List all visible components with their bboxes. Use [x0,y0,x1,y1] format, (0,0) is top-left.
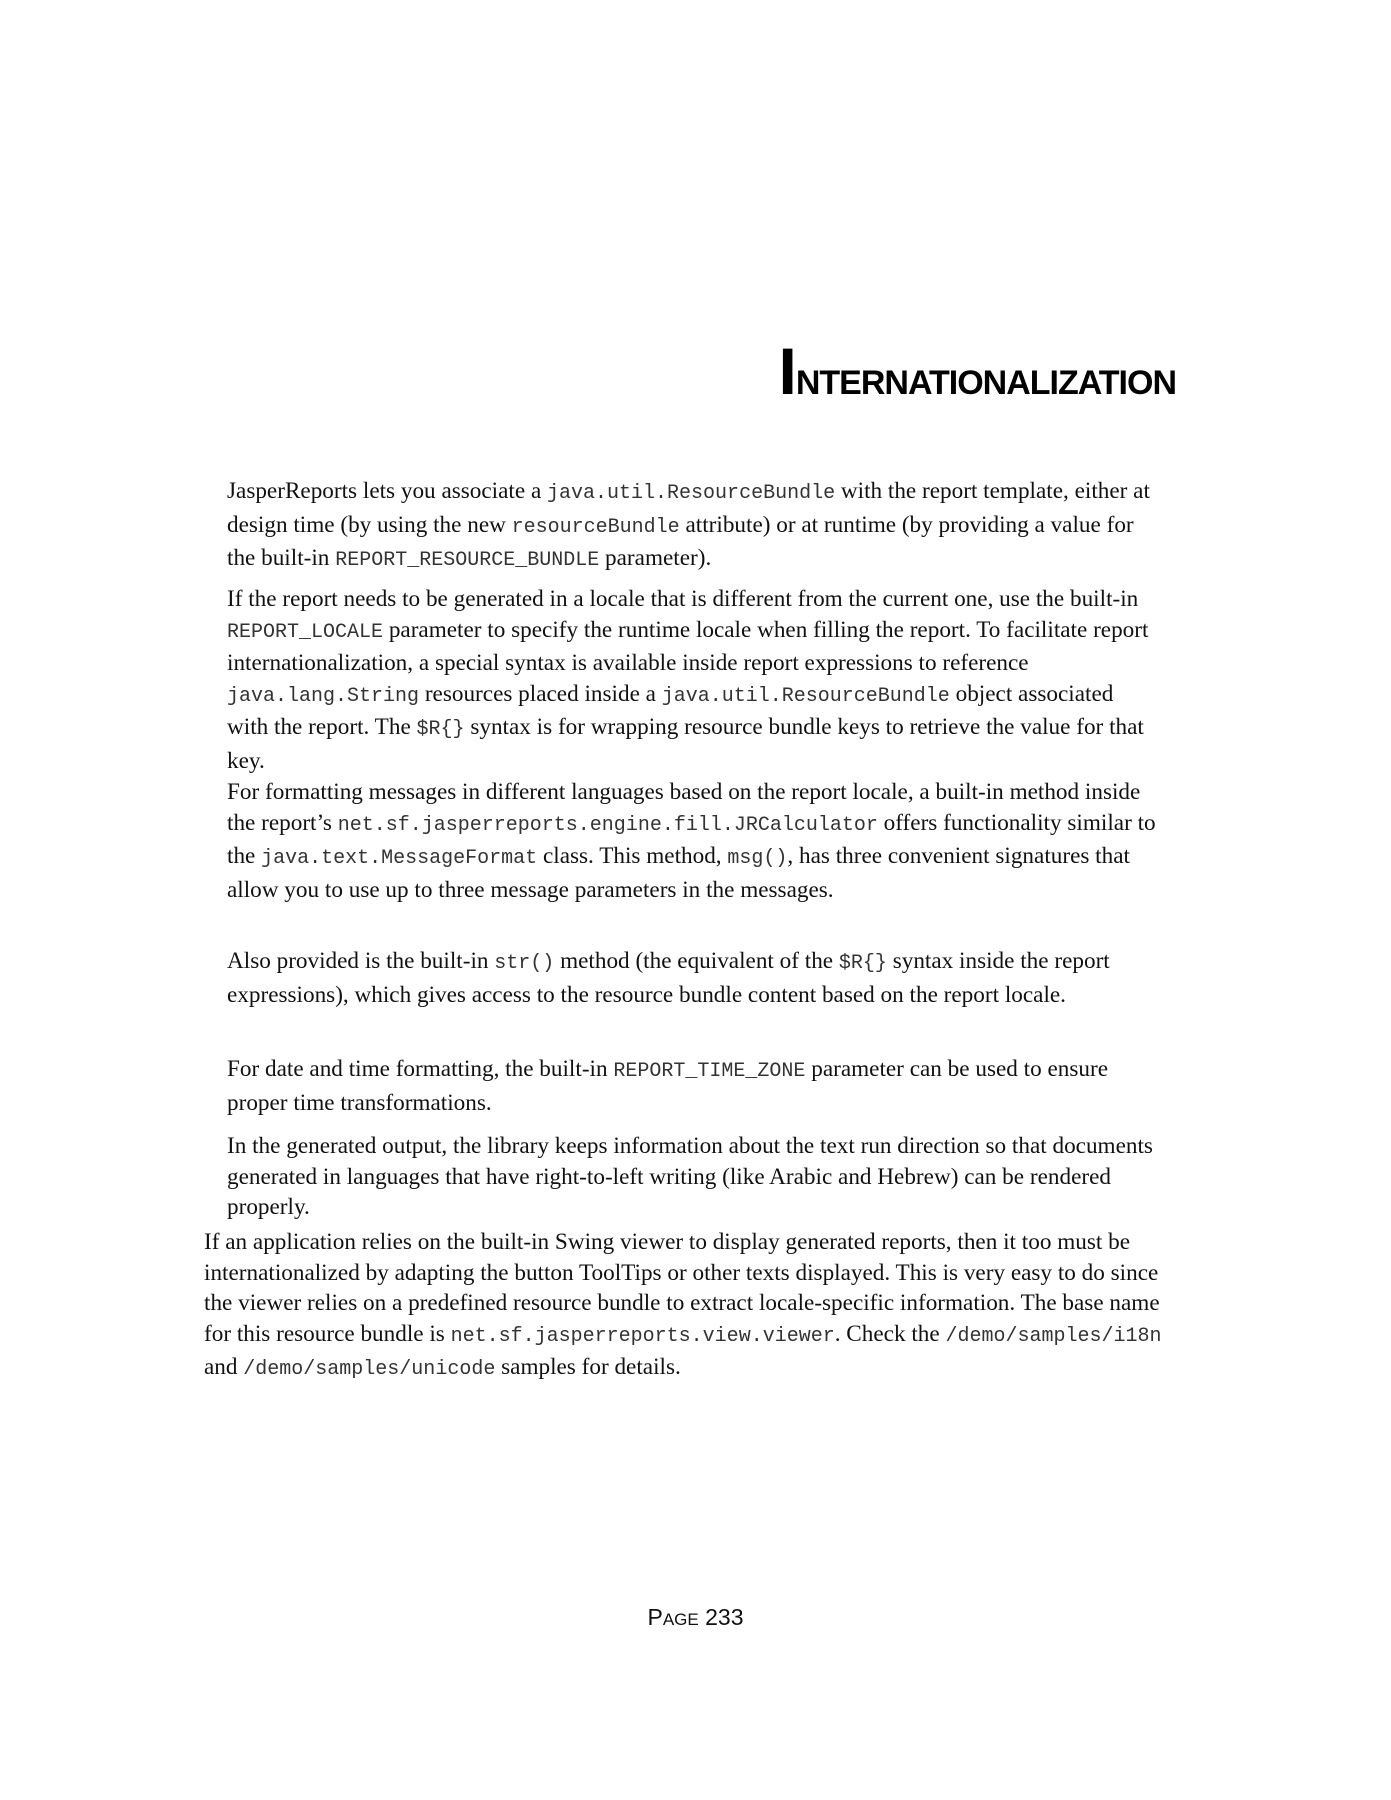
page-label-initial: P [647,1604,663,1630]
page-label-rest: AGE [662,1610,699,1629]
paragraph-swing-viewer [204,1227,1164,1386]
text-run: , has three convenient signatures that allow you to use up to three message parameters in the messages. [227,843,1130,903]
inline-code: java.lang.String [227,684,420,708]
paragraph-time-zone [227,1054,1157,1118]
chapter-title-rest: nternationalization [795,352,1176,405]
inline-code: resourceBundle [511,515,680,539]
text-run: offers functionality similar to the [227,809,1156,869]
text-run: syntax inside the report expressions), which gives access to the resource bundle content based on the report locale. [227,948,1110,1008]
inline-code: REPORT_LOCALE [227,620,384,644]
text-run: For date and time formatting, the built-in [227,1056,614,1082]
inline-code: net.sf.jasperreports.view.viewer [450,1324,835,1348]
text-run: Also provided is the built-in [227,948,495,974]
text-run: syntax is for wrapping resource bundle keys to retrieve the value for that key. [227,714,1144,774]
inline-code: $R{} [416,718,465,741]
inline-code: $R{} [838,952,887,975]
inline-code: net.sf.jasperreports.engine.fill.JRCalculator [337,813,878,837]
text-run: parameter can be used to ensure proper time transformations. [227,1056,1109,1116]
paragraph-resource-bundle [227,476,1157,577]
text-run: and [204,1354,244,1380]
text-run: samples for details. [495,1354,681,1380]
paragraph-str-method [227,946,1157,1010]
inline-code: java.text.MessageFormat [261,847,538,870]
inline-code: msg() [727,847,788,870]
text-run: parameter). [599,545,712,571]
text-run: . Check the [834,1320,946,1347]
inline-code: REPORT_RESOURCE_BUNDLE [335,549,600,572]
paragraph-text-direction [227,1131,1157,1223]
paragraph-message-formatting [227,777,1157,905]
inline-code: java.util.ResourceBundle [547,482,836,505]
text-run: object associated with the report. The [227,680,1114,740]
inline-code: /demo/samples/i18n [945,1324,1162,1348]
text-run: If the report needs to be generated in a locale that is different from the current one, use the built-in [227,586,1139,612]
text-run: If an application relies on the built-in Swing viewer to display generated reports, then it too must be internationalized by adapting the button ToolTips or other texts displayed. This is very easy to do since the viewer relies on a predefined resource bundle to extract locale-specific information. The base name for this resource bundle is [204,1229,1160,1347]
text-run: In the generated output, the library keeps information about the text run direction so that documents generated in languages that have right-to-left writing (like Arabic and Hebrew) can be rendered properly. [227,1133,1153,1220]
text-run: parameter to specify the runtime locale when filling the report. To facilitate report internationalization, a special syntax is available inside report expressions to reference [227,616,1149,676]
page-number: 233 [705,1604,744,1630]
inline-code: /demo/samples/unicode [243,1358,496,1381]
chapter-title [778,334,1176,408]
inline-code: java.util.ResourceBundle [661,684,950,708]
inline-code: str() [494,952,555,975]
inline-code: REPORT_TIME_ZONE [613,1060,806,1083]
text-run: attribute) or at runtime (by providing a value for the built-in [227,511,1134,571]
text-run: class. This method, [537,843,728,869]
text-run: For formatting messages in different languages based on the report locale, a built-in method inside the report’s [227,779,1141,836]
paragraph-report-locale [227,584,1157,776]
chapter-title-initial: I [778,334,796,408]
page-footer [0,1604,1391,1631]
text-run: method (the equivalent of the [554,948,839,974]
text-run: resources placed inside a [419,680,662,707]
text-run: JasperReports lets you associate a [227,478,548,504]
text-run: with the report template, either at design time (by using the new [227,478,1150,538]
